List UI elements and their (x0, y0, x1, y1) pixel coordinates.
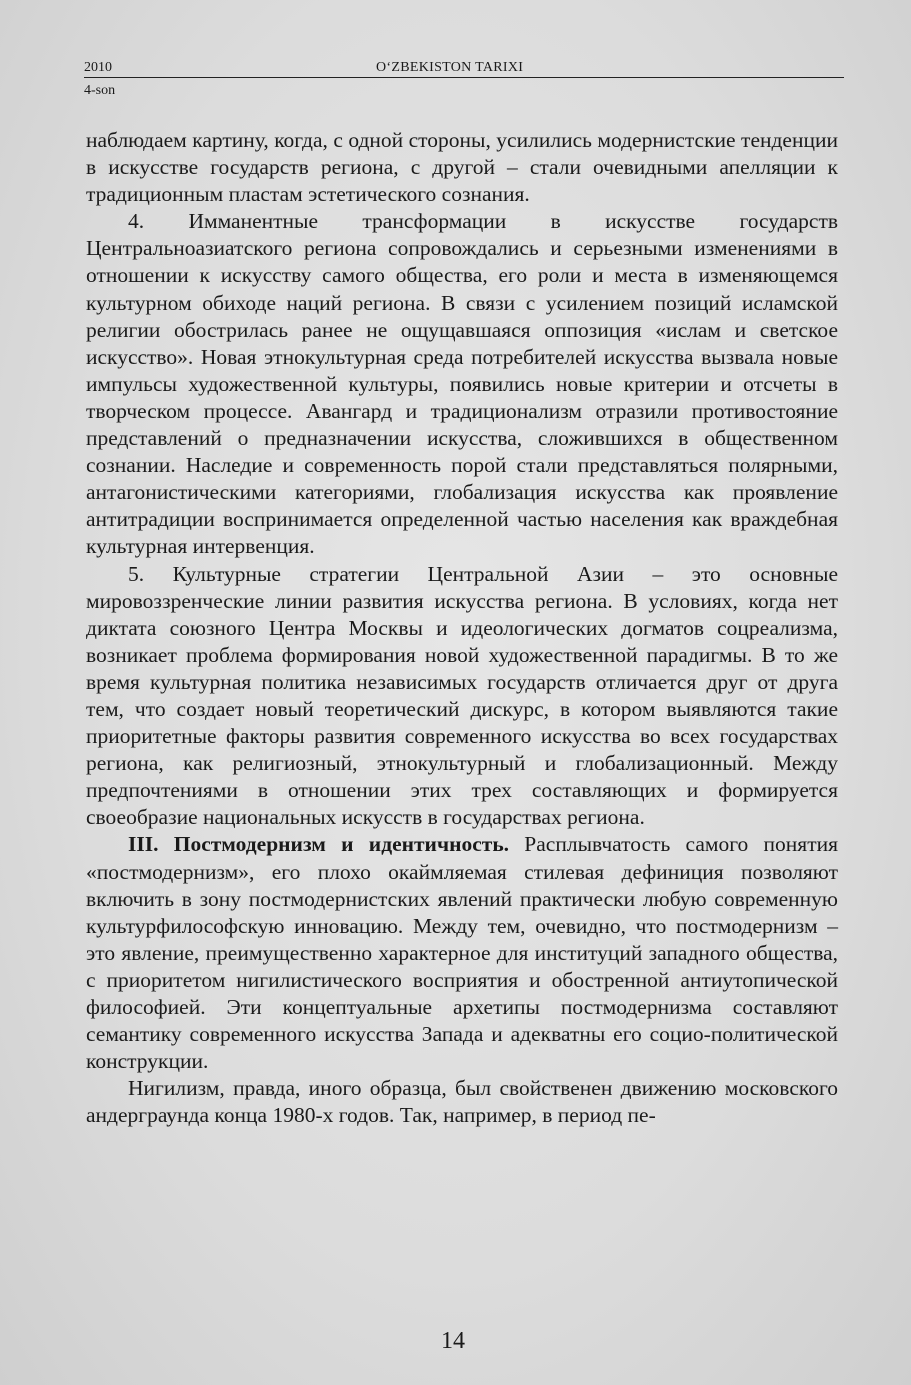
paragraph-continuation: наблюдаем картину, когда, с одной стороны, усилились модернистские тенденции в искусстве государств региона, с другой – стали очевидными апелляции к традиционным пластам эстетического сознания. (86, 128, 838, 207)
header-rule (84, 77, 844, 78)
section-3-text: Расплывчатость самого понятия «постмодернизм», его плохо окаймляемая стилевая дефиниция позволяют включить в зону постмодернистских явлений практически любую современную культурфилософскую инновацию. Между тем, очевидно, что постмодернизм – это явление, преимущественно характерное для институций западного общества, с приоритетом нигилистического восприятия и обостренной антиутопической философией. Эти концептуальные архетипы постмодернизма составляют семантику современного искусства Запада и адекватны его социо-политической конструкции. (86, 832, 838, 1074)
paragraph-point-4: 4. Имманентные трансформации в искусстве государств Центральноазиатского региона сопровождались и серьезными изменениями в отношении к искусству самого общества, его роли и места в изменяющемся культурном обиходе наций региона. В связи с усилением позиций исламской религии обострилась ранее не ощущавшаяся оппозиция «ислам и светское искусство». Новая этнокультурная среда потребителей искусства вызвала новые импульсы художественной культуры, появились новые критерии и отсчеты в творческом процессе. Авангард и традиционализм отразили противостояние представлений о предназначении искусства, сложившихся в общественном сознании. Наследие и современность порой стали представляться полярными, антагонистическими категориями, глобализация искусства как проявление антитрадиции воспринимается определенной частью населения как враждебная культурная интервенция. (86, 209, 838, 559)
header-year: 2010 (84, 60, 112, 75)
running-header (84, 56, 844, 82)
paragraph-point-5: 5. Культурные стратегии Центральной Азии – это основные мировоззренческие линии развития искусства региона. В условиях, когда нет диктата союзного Центра Москвы и идеологических догматов соцреализма, возникает проблема формирования новой художественной парадигмы. В то же время культурная политика независимых государств отличается друг от друга тем, что создает новый теоретический дискурс, в котором выявляются такие приоритетные факторы развития современного искусства во всех государствах региона, как религиозный, этнокультурный и глобализационный. Между предпочтениями в отношении этих трех составляющих и формируется своеобразие национальных искусств в государствах региона. (86, 561, 838, 830)
paragraph-section-3 (86, 831, 838, 1075)
section-heading: III. Постмодернизм и идентичность. (128, 832, 510, 857)
issue-number: 4-son (84, 83, 116, 98)
page-number: 14 (441, 1328, 465, 1354)
journal-title: O‘ZBEKISTON TARIXI (376, 60, 524, 75)
paragraph-nihilism: Нигилизм, правда, иного образца, был свойственен движению московского андерграунда конца 1980-х годов. Так, например, в период пе- (86, 1076, 838, 1128)
article-body (86, 127, 838, 1129)
